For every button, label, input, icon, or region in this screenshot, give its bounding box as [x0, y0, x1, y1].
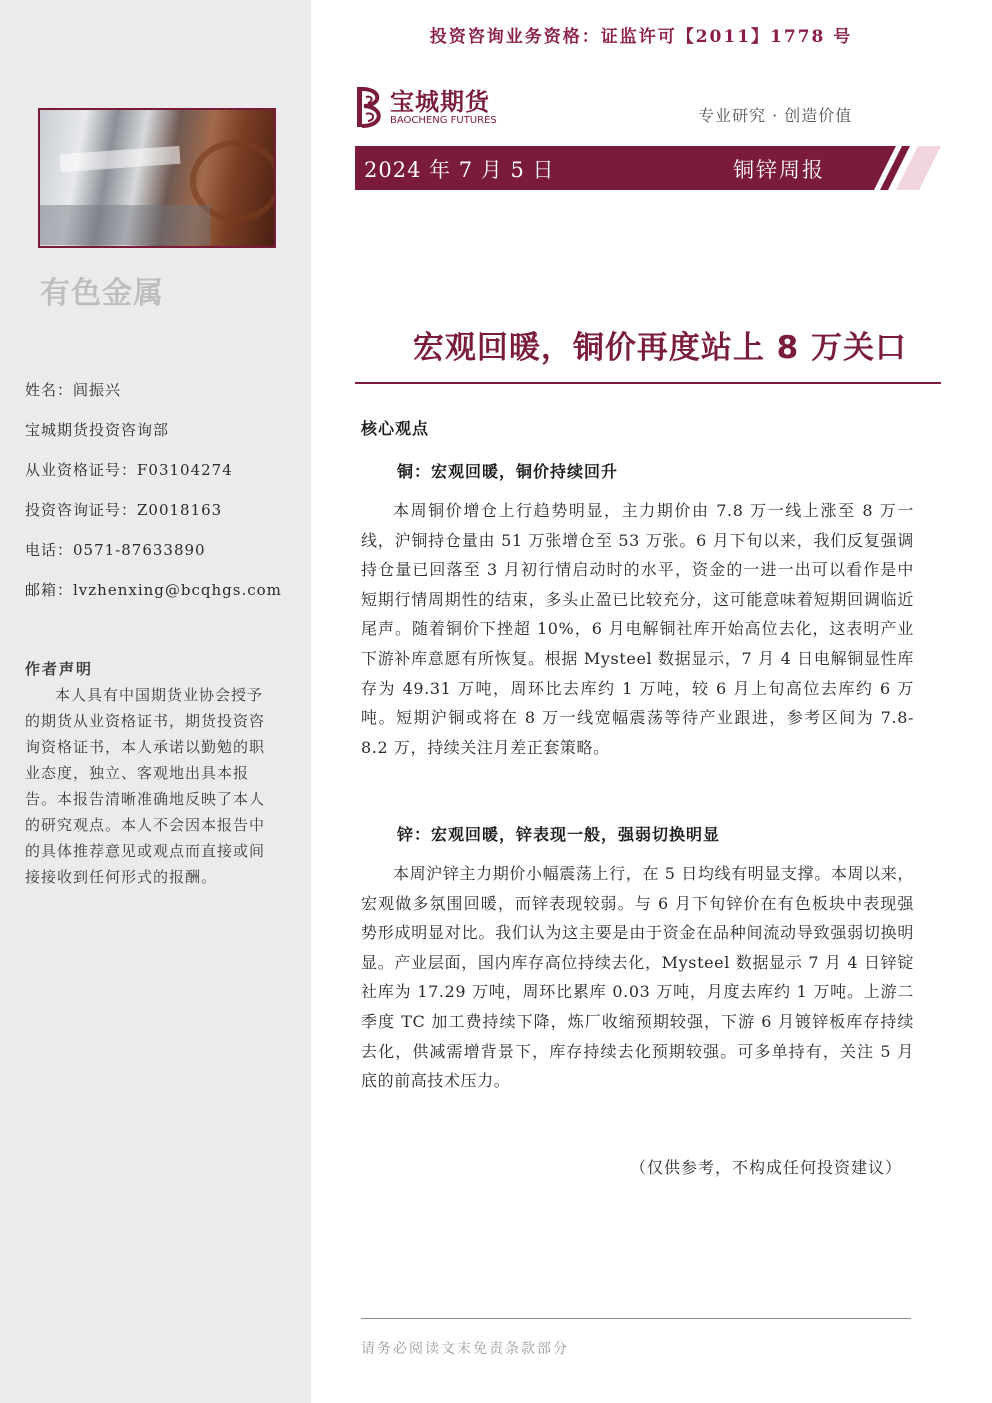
- copper-paragraph: 本周铜价增仓上行趋势明显，主力期价由 7.8 万一线上涨至 8 万一线，沪铜持仓量由 51 万张增仓至 53 万张。6 月下旬以来，我们反复强调持仓量已回落至 3 月初行情启动时的水平，资金的一进一出可以看作是中短期行情周期性的结束，多头止盈已比较充分，这可能意味着短期回调临近尾声。随着铜价下挫超 10%，6 月电解铜社库开始高位去化，这表明产业下游补库意愿有所恢复。根据 Mysteel 数据显示，7 月 4 日电解铜显性库存为 49.31 万吨，周环比去库约 1 万吨，较 6 月上旬高位去库约 6 万吨。短期沪铜或将在 8 万一线宽幅震荡等待产业跟进，参考区间为 7.8-8.2 万，持续关注月差正套策略。: [361, 501, 914, 757]
- qualification-number: 从业资格证号：F03104274: [25, 461, 233, 479]
- email: 邮箱：lvzhenxing@bcqhgs.com: [25, 581, 282, 599]
- zinc-paragraph: 本周沪锌主力期价小幅震荡上行，在 5 日均线有明显支撑。本周以来，宏观做多氛围回暖，而锌表现较弱。与 6 月下旬锌价在有色板块中表现强势形成明显对比。我们认为这主要是由于资金在品种间流动导致强弱切换明显。产业层面，国内库存高位持续去化，Mysteel 数据显示 7 月 4 日锌锭社库为 17.29 万吨，周环比累库 0.03 万吨，月度去库约 1 万吨。上游二季度 TC 加工费持续下降，炼厂收缩预期较强，下游 6 月镀锌板库存持续去化，供减需增背景下，库存持续去化预期较强。可多单持有，关注 5 月底的前高技术压力。: [361, 864, 914, 1091]
- copper-subtitle: 铜：宏观回暖，铜价持续回升: [397, 462, 619, 481]
- zinc-subtitle: 锌：宏观回暖，锌表现一般，强弱切换明显: [397, 825, 721, 844]
- report-date: 2024 年 7 月 5 日: [364, 158, 555, 182]
- phone: 电话：0571-87633890: [25, 541, 206, 559]
- logo-chinese-name: 宝城期货: [390, 87, 490, 116]
- advisory-number: 投资咨询证号：Z0018163: [25, 501, 223, 519]
- footer-divider: [361, 1318, 911, 1319]
- slogan: 专业研究 · 创造价值: [698, 106, 853, 125]
- sidebar: [0, 0, 311, 1403]
- license-text: 投资咨询业务资格：证监许可【2011】1778 号: [429, 27, 853, 47]
- company-logo: [356, 86, 497, 128]
- report-headline: 宏观回暖，铜价再度站上 8 万关口: [412, 330, 907, 366]
- statement-body: 本人具有中国期货业协会授予的期货从业资格证书，期货投资咨询资格证书，本人承诺以勤勉的职业态度，独立、客观地出具本报告。本报告清晰准确地反映了本人的研究观点。本人不会因本报告中的具体推荐意见或观点而直接或间接接收到任何形式的报酬。: [25, 686, 266, 886]
- footer-text: 请务必阅读文末免责条款部分: [361, 1341, 569, 1357]
- department: 宝城期货投资咨询部: [25, 421, 170, 439]
- investment-disclaimer-note: （仅供参考，不构成任何投资建议）: [630, 1158, 903, 1177]
- statement-title: 作者声明: [25, 660, 94, 678]
- logo-mark-icon: [356, 86, 386, 128]
- copper-coil-photo: [38, 108, 276, 248]
- section-title-core-view: 核心观点: [361, 419, 430, 438]
- sector-label: 有色金属: [40, 276, 164, 311]
- logo-english-name: BAOCHENG FUTURES: [390, 114, 497, 126]
- analyst-name: 姓名：闾振兴: [25, 381, 122, 399]
- headline-divider: [355, 382, 941, 384]
- report-type: 铜锌周报: [733, 158, 825, 182]
